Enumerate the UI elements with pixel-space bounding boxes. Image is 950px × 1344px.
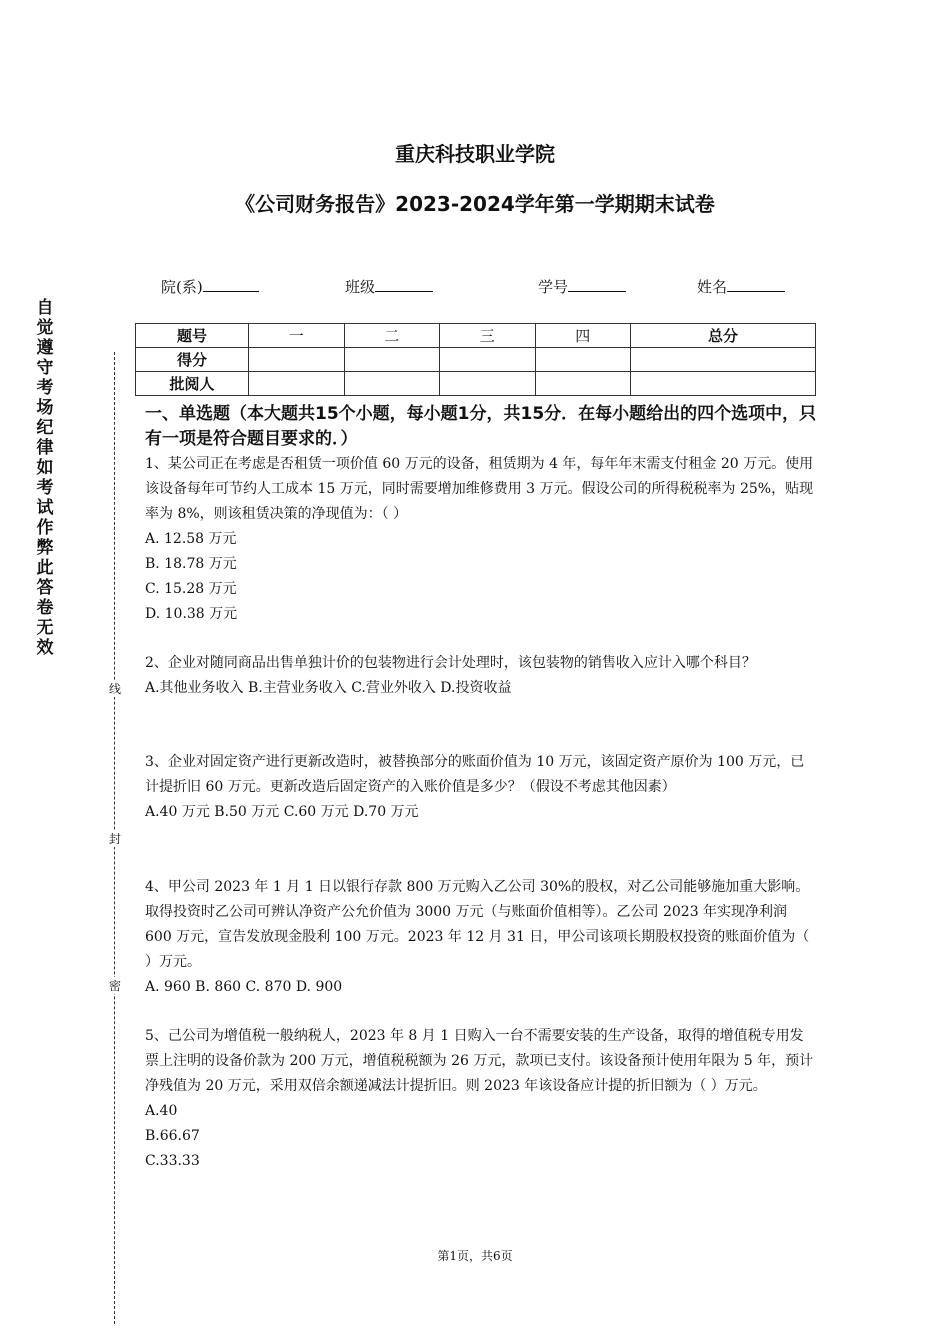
binding-mark-secret: 密	[105, 977, 125, 994]
score-table-grader-row	[136, 372, 816, 396]
question-options: A.40 万元 B.50 万元 C.60 万元 D.70 万元	[145, 804, 419, 820]
column-header-4: 四	[535, 324, 631, 348]
question-stem: 2、企业对随同商品出售单独计价的包装物进行会计处理时，该包装物的销售收入应计入哪个科目？	[145, 655, 756, 671]
score-table	[135, 323, 816, 396]
question-option: D. 10.38 万元	[145, 606, 238, 622]
question-stem: 3、企业对固定资产进行更新改造时，被替换部分的账面价值为 10 万元，该固定资产原价为 100 万元，已计提折旧 60 万元。更新改造后固定资产的入账价值是多少？（假设不考虑其他因素）	[145, 754, 805, 795]
question-5	[145, 1024, 817, 1174]
question-3	[145, 750, 817, 825]
row-header-grader: 批阅人	[136, 372, 249, 396]
question-1	[145, 452, 817, 627]
binding-mark-line: 线	[105, 680, 125, 697]
question-option: C.33.33	[145, 1153, 200, 1169]
department-blank	[203, 277, 259, 292]
score-cell	[631, 348, 816, 372]
grader-cell	[440, 372, 536, 396]
question-option: A.40	[145, 1103, 178, 1119]
question-option: C. 15.28 万元	[145, 581, 237, 597]
score-table-score-row	[136, 348, 816, 372]
column-header-1: 一	[249, 324, 345, 348]
row-header-question-no: 题号	[136, 324, 249, 348]
score-cell	[344, 348, 440, 372]
binding-mark-seal: 封	[105, 830, 125, 847]
school-name: 重庆科技职业学院	[395, 142, 555, 166]
score-cell	[535, 348, 631, 372]
name-label: 姓名	[697, 278, 728, 296]
question-4	[145, 875, 817, 1000]
class-blank	[375, 277, 433, 292]
question-option: A. 12.58 万元	[145, 531, 237, 547]
student-id-label: 学号	[538, 278, 569, 296]
question-option: B.66.67	[145, 1128, 200, 1144]
column-header-3: 三	[440, 324, 536, 348]
column-header-total: 总分	[631, 324, 816, 348]
exam-discipline-notice: 自觉遵守考场纪律如考试作弊此答卷无效	[36, 298, 54, 658]
question-options: A.其他业务收入 B.主营业务收入 C.营业外收入 D.投资收益	[145, 680, 512, 696]
grader-cell	[535, 372, 631, 396]
score-cell	[440, 348, 536, 372]
question-options: A. 960 B. 860 C. 870 D. 900	[145, 979, 343, 995]
department-field	[161, 276, 259, 297]
grader-cell	[249, 372, 345, 396]
exam-title: 《公司财务报告》2023-2024学年第一学期期末试卷	[235, 192, 715, 216]
page-number: 第1页，共6页	[437, 1249, 513, 1263]
section-heading: 一、单选题（本大题共15个小题，每小题1分，共15分．在每小题给出的四个选项中，只有一项是符合题目要求的．）	[145, 404, 817, 449]
column-header-2: 二	[344, 324, 440, 348]
grader-cell	[344, 372, 440, 396]
name-blank	[727, 277, 785, 292]
question-2	[145, 651, 817, 701]
student-id-field	[538, 276, 626, 297]
class-field	[345, 276, 433, 297]
department-label: 院(系)	[161, 278, 203, 296]
student-id-blank	[568, 277, 626, 292]
class-label: 班级	[345, 278, 376, 296]
question-option: B. 18.78 万元	[145, 556, 237, 572]
score-table-header-row	[136, 324, 816, 348]
question-stem: 5、己公司为增值税一般纳税人，2023 年 8 月 1 日购入一台不需要安装的生产设备，取得的增值税专用发票上注明的设备价款为 200 万元，增值税税额为 26 万元，款项已支付。该设备预计使用年限为 5 年，预计净残值为 20 万元，采用双倍余额递减法计提折旧。则 2023 年该设备应计提的折旧额为（ ）万元。	[145, 1028, 814, 1094]
score-cell	[249, 348, 345, 372]
name-field	[697, 276, 785, 297]
question-stem: 1、某公司正在考虑是否租赁一项价值 60 万元的设备，租赁期为 4 年，每年年末需支付租金 20 万元。使用该设备每年可节约人工成本 15 万元，同时需要增加维修费用 3 万元。假设公司的所得税税率为 25%，贴现率为 8%，则该租赁决策的净现值为：（ ）	[145, 456, 814, 522]
grader-cell	[631, 372, 816, 396]
question-stem: 4、甲公司 2023 年 1 月 1 日以银行存款 800 万元购入乙公司 30%的股权，对乙公司能够施加重大影响。取得投资时乙公司可辨认净资产公允价值为 3000 万元（与账面价值相等）。乙公司 2023 年实现净利润 600 万元，宣告发放现金股利 100 万元。2023 年 12 月 31 日，甲公司该项长期股权投资的账面价值为（ ）万元。	[145, 879, 810, 970]
row-header-score: 得分	[136, 348, 249, 372]
